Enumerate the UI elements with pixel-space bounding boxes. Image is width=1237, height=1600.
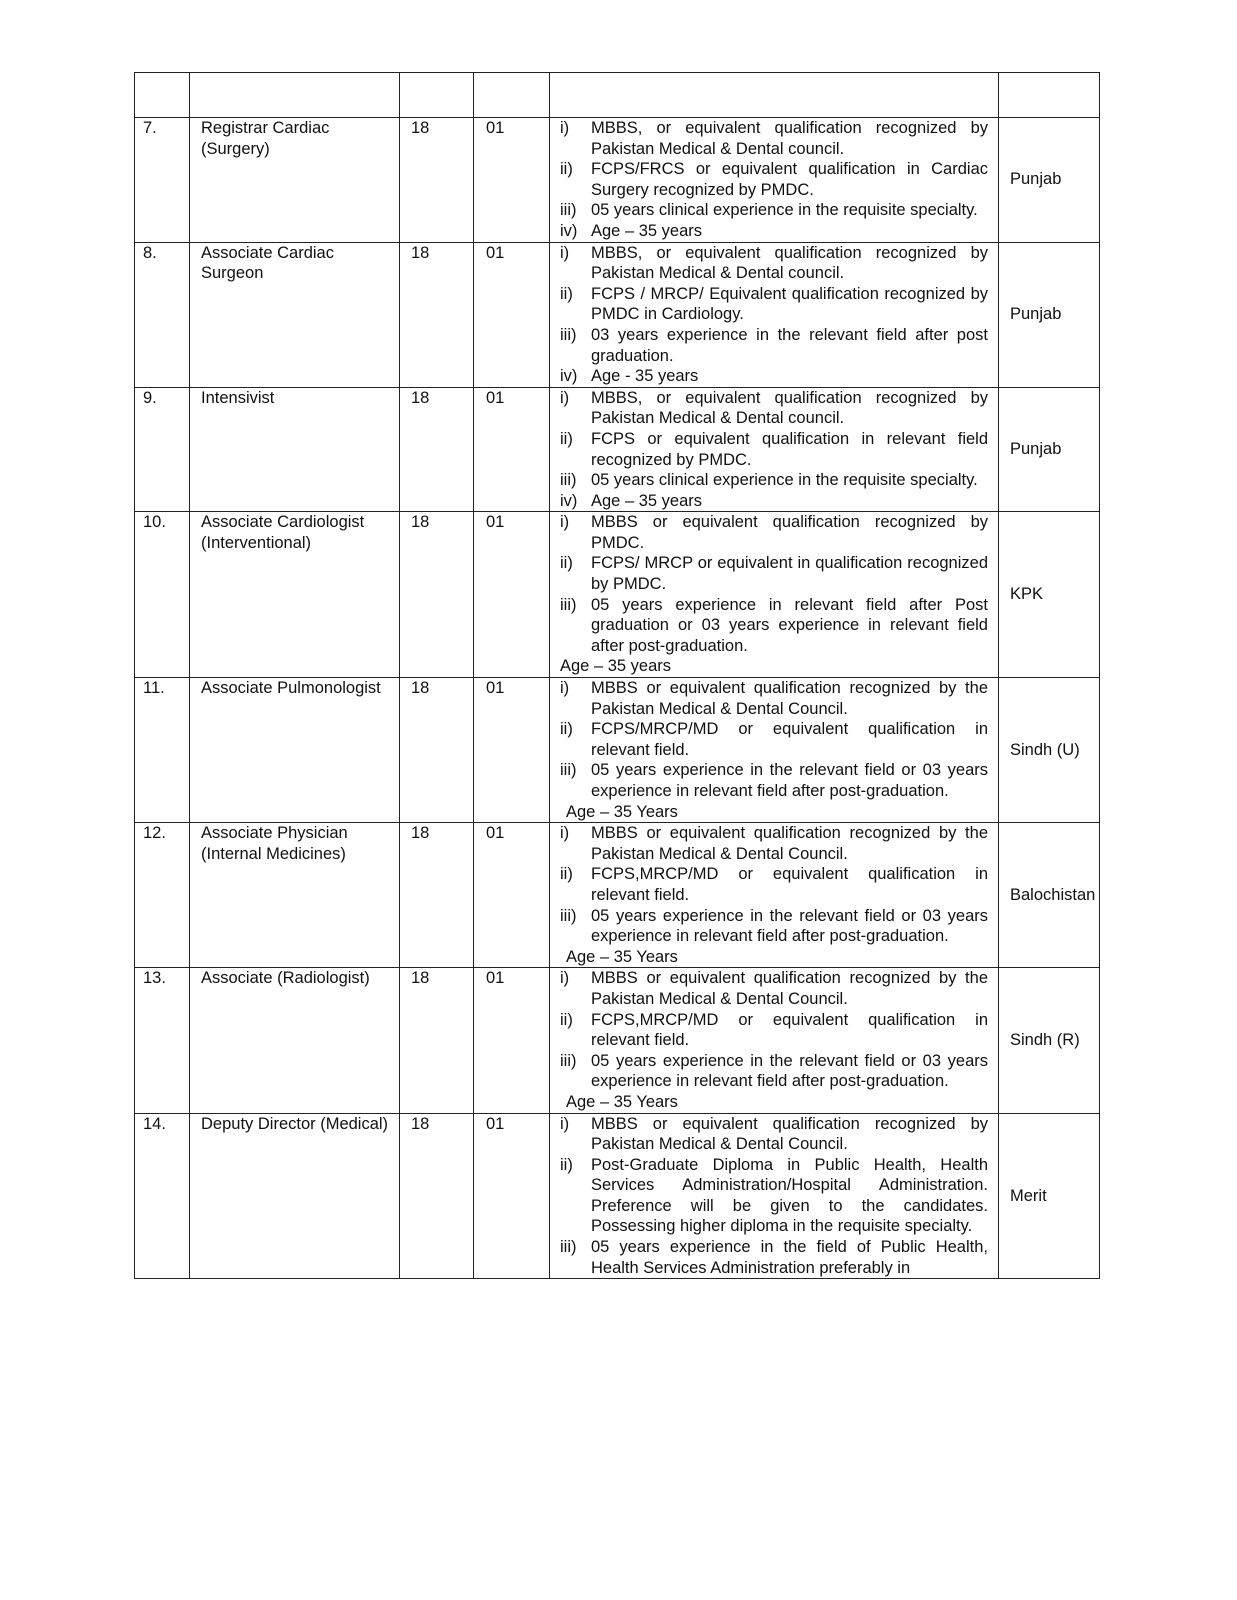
header-cell-bps — [400, 73, 474, 118]
posts-table — [134, 72, 1100, 1279]
serial-number-cell — [135, 968, 190, 1113]
quota-cell — [999, 118, 1100, 243]
header-cell-qualification — [550, 73, 999, 118]
quota-cell — [999, 823, 1100, 968]
qualification-item-text: Age – 35 years — [591, 491, 702, 510]
table-row — [135, 242, 1100, 387]
qualification-item-marker: i) — [560, 119, 570, 137]
qualification-item — [560, 823, 988, 864]
qualification-list — [560, 118, 988, 242]
bps-cell — [400, 823, 474, 968]
post-name-cell — [190, 823, 400, 968]
quota-text: Punjab — [1010, 440, 1062, 459]
qualification-item-text: MBBS or equivalent qualification recognized by the Pakistan Medical & Dental Council. — [591, 824, 988, 863]
qualification-item — [560, 243, 988, 284]
qualification-item — [560, 719, 988, 760]
qualification-item — [560, 864, 988, 905]
qualification-item-text: MBBS or equivalent qualification recognized by Pakistan Medical & Dental Council. — [591, 1114, 988, 1154]
qualification-item-text: MBBS, or equivalent qualification recognized by Pakistan Medical & Dental council. — [591, 388, 988, 428]
quota-cell — [999, 387, 1100, 512]
qualification-cell — [550, 118, 999, 243]
qualification-cell — [550, 242, 999, 387]
serial-number-cell-text: 12. — [143, 824, 166, 843]
qualification-item — [560, 366, 988, 387]
qualification-item — [560, 159, 988, 200]
qualification-item-marker: ii) — [560, 1155, 573, 1174]
qualification-item-text: Age – 35 years — [591, 221, 702, 240]
qualification-item-marker: i) — [560, 513, 570, 532]
qualification-item-marker: iii) — [560, 1238, 577, 1257]
qualification-item-marker: iii) — [560, 471, 577, 490]
number-of-posts-cell — [474, 512, 550, 678]
quota-cell — [999, 678, 1100, 823]
qualification-item — [560, 678, 988, 719]
qualification-item — [560, 491, 988, 512]
table-row — [135, 512, 1100, 678]
qualification-cell — [550, 823, 999, 968]
qualification-list — [560, 243, 988, 387]
number-of-posts-cell-text: 01 — [486, 388, 505, 407]
bps-cell — [400, 678, 474, 823]
qualification-item — [560, 968, 988, 1009]
qualification-item-marker: iv) — [560, 367, 578, 386]
serial-number-cell — [135, 1113, 190, 1279]
qualification-item-marker: ii) — [560, 284, 573, 303]
qualification-item-text: Post-Graduate Diploma in Public Health, Health Services Administration/Hospital Administration. Preference will be given to the candidates. Possessing higher diploma in the requisite specialty. — [591, 1155, 988, 1236]
qualification-list — [560, 968, 988, 1092]
qualification-item — [560, 512, 988, 553]
post-name-cell — [190, 387, 400, 512]
qualification-item-marker: iii) — [560, 761, 577, 780]
qualification-item-marker: iii) — [560, 906, 577, 925]
qualification-item-marker: iii) — [560, 325, 577, 344]
qualification-item — [560, 221, 988, 242]
qualification-item-text: FCPS,MRCP/MD or equivalent qualification in relevant field. — [591, 865, 988, 904]
post-name-cell — [190, 968, 400, 1113]
qualification-item-text: 05 years clinical experience in the requisite specialty. — [591, 471, 978, 490]
qualification-item-text: 05 years clinical experience in the requisite specialty. — [591, 201, 978, 220]
qualification-item-marker: iv) — [560, 491, 578, 510]
age-limit-text: Age – 35 Years — [566, 1092, 678, 1111]
qualification-item-marker: iii) — [560, 201, 577, 220]
post-name-cell-text: Associate Cardiologist (Interventional) — [201, 513, 365, 552]
post-name-cell-text: Associate (Radiologist) — [201, 969, 370, 988]
qualification-item-marker: i) — [560, 824, 570, 843]
qualification-item — [560, 388, 988, 429]
bps-cell-text: 18 — [411, 513, 430, 532]
qualification-item-marker: iii) — [560, 595, 577, 614]
qualification-cell — [550, 678, 999, 823]
posts-table-body — [135, 73, 1100, 1279]
bps-cell-text: 18 — [411, 969, 430, 988]
qualification-item-marker: i) — [560, 388, 570, 407]
serial-number-cell — [135, 242, 190, 387]
qualification-item — [560, 429, 988, 470]
post-name-cell — [190, 1113, 400, 1279]
quota-text: Punjab — [1010, 170, 1062, 189]
qualification-list — [560, 512, 988, 656]
qualification-item — [560, 906, 988, 947]
bps-cell-text: 18 — [411, 824, 430, 843]
post-name-cell — [190, 512, 400, 678]
qualification-list — [560, 678, 988, 802]
qualification-list — [560, 1114, 988, 1279]
table-row — [135, 118, 1100, 243]
header-cell-sno — [135, 73, 190, 118]
number-of-posts-cell — [474, 387, 550, 512]
post-name-cell-text: Deputy Director (Medical) — [201, 1114, 389, 1133]
serial-number-cell-text: 13. — [143, 969, 166, 988]
qualification-item-marker: ii) — [560, 1010, 573, 1029]
qualification-list — [560, 388, 988, 512]
quota-cell — [999, 1113, 1100, 1279]
quota-text: Punjab — [1010, 305, 1062, 324]
serial-number-cell-text: 9. — [143, 388, 157, 407]
qualification-item-text: FCPS/MRCP/MD or equivalent qualification in relevant field. — [591, 720, 988, 759]
header-row — [135, 73, 1100, 118]
number-of-posts-cell-text: 01 — [486, 119, 505, 137]
bps-cell-text: 18 — [411, 679, 430, 698]
qualification-item-text: MBBS, or equivalent qualification recognized by Pakistan Medical & Dental council. — [591, 243, 988, 283]
post-name-cell-text: Associate Pulmonologist — [201, 679, 381, 698]
number-of-posts-cell-text: 01 — [486, 824, 505, 843]
serial-number-cell — [135, 512, 190, 678]
quota-text: Sindh (U) — [1010, 740, 1080, 759]
serial-number-cell-text: 10. — [143, 513, 166, 532]
number-of-posts-cell-text: 01 — [486, 679, 505, 698]
qualification-item-text: FCPS/FRCS or equivalent qualification in Cardiac Surgery recognized by PMDC. — [591, 160, 988, 199]
qualification-item-text: FCPS / MRCP/ Equivalent qualification recognized by PMDC in Cardiology. — [591, 284, 988, 324]
bps-cell-text: 18 — [411, 119, 430, 137]
table-row — [135, 678, 1100, 823]
table-row — [135, 387, 1100, 512]
qualification-item-marker: iii) — [560, 1051, 577, 1070]
qualification-item — [560, 118, 988, 159]
qualification-item — [560, 470, 988, 491]
number-of-posts-cell — [474, 242, 550, 387]
qualification-item-text: 05 years experience in the field of Public Health, Health Services Administration preferably in — [591, 1238, 988, 1277]
quota-text: Merit — [1010, 1186, 1047, 1205]
bps-cell-text: 18 — [411, 388, 430, 407]
qualification-item — [560, 553, 988, 594]
qualification-item — [560, 1237, 988, 1278]
number-of-posts-cell — [474, 823, 550, 968]
post-name-cell — [190, 678, 400, 823]
qualification-item-marker: i) — [560, 243, 570, 262]
qualification-item-text: 05 years experience in the relevant field or 03 years experience in relevant field after post-graduation. — [591, 906, 988, 946]
qualification-item-text: 05 years experience in the relevant field or 03 years experience in relevant field after post-graduation. — [591, 1051, 988, 1091]
quota-cell — [999, 242, 1100, 387]
quota-text: Balochistan — [1010, 885, 1096, 904]
serial-number-cell-text: 7. — [143, 119, 157, 137]
bps-cell-text: 18 — [411, 1114, 430, 1133]
qualification-item-text: MBBS, or equivalent qualification recognized by Pakistan Medical & Dental council. — [591, 119, 988, 158]
qualification-item — [560, 1155, 988, 1237]
serial-number-cell — [135, 678, 190, 823]
qualification-cell — [550, 1113, 999, 1279]
table-row — [135, 823, 1100, 968]
number-of-posts-cell — [474, 678, 550, 823]
bps-cell-text: 18 — [411, 243, 430, 262]
qualification-item-text: MBBS or equivalent qualification recognized by the Pakistan Medical & Dental Council. — [591, 969, 988, 1008]
qualification-cell — [550, 968, 999, 1113]
age-limit-text: Age – 35 Years — [566, 947, 678, 966]
number-of-posts-cell-text: 01 — [486, 243, 505, 262]
qualification-item-text: 03 years experience in the relevant field after post graduation. — [591, 325, 988, 365]
post-name-cell-text: Intensivist — [201, 388, 275, 407]
qualification-item-marker: i) — [560, 679, 570, 698]
bps-cell — [400, 968, 474, 1113]
serial-number-cell — [135, 823, 190, 968]
serial-number-cell — [135, 387, 190, 512]
qualification-item-text: 05 years experience in the relevant field or 03 years experience in relevant field after post-graduation. — [591, 761, 988, 800]
qualification-item — [560, 284, 988, 325]
qualification-cell — [550, 512, 999, 678]
qualification-item — [560, 595, 988, 657]
qualification-item-text: MBBS or equivalent qualification recognized by PMDC. — [591, 513, 988, 552]
number-of-posts-cell-text: 01 — [486, 969, 505, 988]
serial-number-cell-text: 11. — [143, 679, 165, 698]
number-of-posts-cell-text: 01 — [486, 1114, 505, 1133]
qualification-item-text: FCPS,MRCP/MD or equivalent qualification in relevant field. — [591, 1010, 988, 1050]
number-of-posts-cell — [474, 118, 550, 243]
qualification-item — [560, 1114, 988, 1155]
serial-number-cell-text: 14. — [143, 1114, 166, 1133]
post-name-cell — [190, 118, 400, 243]
qualification-item-text: Age - 35 years — [591, 367, 699, 386]
header-cell-post — [190, 73, 400, 118]
qualification-item — [560, 1010, 988, 1051]
qualification-item-marker: i) — [560, 1114, 570, 1133]
number-of-posts-cell — [474, 968, 550, 1113]
qualification-item-marker: ii) — [560, 429, 573, 448]
header-cell-no — [474, 73, 550, 118]
quota-cell — [999, 512, 1100, 678]
qualification-item — [560, 760, 988, 801]
number-of-posts-cell-text: 01 — [486, 513, 505, 532]
quota-cell — [999, 968, 1100, 1113]
table-row — [135, 1113, 1100, 1279]
bps-cell — [400, 242, 474, 387]
quota-text: KPK — [1010, 585, 1044, 604]
qualification-item-text: MBBS or equivalent qualification recognized by the Pakistan Medical & Dental Council. — [591, 679, 988, 718]
qualification-item-text: FCPS or equivalent qualification in relevant field recognized by PMDC. — [591, 429, 988, 469]
header-cell-quota — [999, 73, 1100, 118]
post-name-cell — [190, 242, 400, 387]
qualification-list — [560, 823, 988, 947]
bps-cell — [400, 118, 474, 243]
number-of-posts-cell — [474, 1113, 550, 1279]
qualification-item — [560, 1051, 988, 1092]
qualification-item-marker: ii) — [560, 865, 573, 884]
table-row — [135, 968, 1100, 1113]
qualification-cell — [550, 387, 999, 512]
serial-number-cell — [135, 118, 190, 243]
qualification-item-text: FCPS/ MRCP or equivalent in qualification recognized by PMDC. — [591, 554, 988, 594]
serial-number-cell-text: 8. — [143, 243, 157, 262]
bps-cell — [400, 387, 474, 512]
qualification-item-marker: iv) — [560, 221, 578, 240]
bps-cell — [400, 1113, 474, 1279]
qualification-item-marker: ii) — [560, 720, 573, 739]
post-name-cell-text: Associate Cardiac Surgeon — [201, 243, 334, 283]
qualification-item-text: 05 years experience in relevant field after Post graduation or 03 years experience in relevant field after post-graduation. — [591, 595, 988, 655]
qualification-item-marker: i) — [560, 969, 570, 988]
qualification-item — [560, 325, 988, 366]
age-limit-text: Age – 35 Years — [566, 802, 678, 821]
bps-cell — [400, 512, 474, 678]
quota-text: Sindh (R) — [1010, 1031, 1080, 1050]
qualification-item-marker: ii) — [560, 160, 573, 179]
post-name-cell-text: Registrar Cardiac (Surgery) — [201, 119, 330, 158]
qualification-item-marker: ii) — [560, 554, 573, 573]
post-name-cell-text: Associate Physician (Internal Medicines) — [201, 824, 348, 863]
age-limit-text: Age – 35 years — [560, 657, 671, 676]
qualification-item — [560, 200, 988, 221]
